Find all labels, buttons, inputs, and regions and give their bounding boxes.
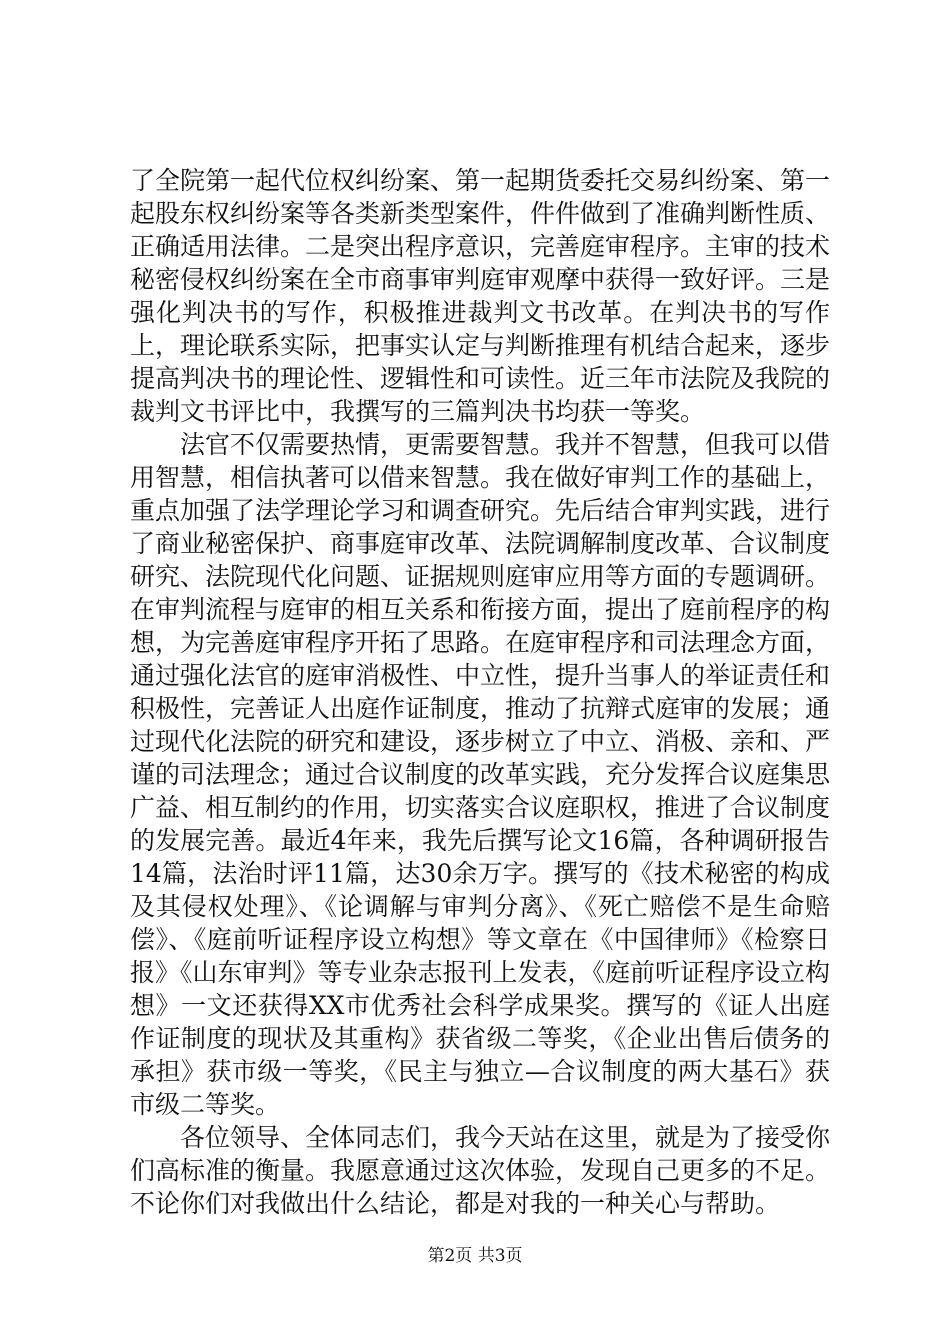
paragraph-research: 法官不仅需要热情，更需要智慧。我并不智慧，但我可以借用智慧，相信执著可以借来智慧。我在做好审判工作的基础上，重点加强了法学理论学习和调查研究。先后结合审判实践，进行了商业秘密保护、商事庭审改革、法院调解制度改革、合议制度研究、法院现代化问题、证据规则庭审应用等方面的专题调研。在审判流程与庭审的相互关系和衔接方面，提出了庭前程序的构想，为完善庭审程序开拓了思路。在庭审程序和司法理念方面，通过强化法官的庭审消极性、中立性，提升当事人的举证责任和积极性，完善证人出庭作证制度，推动了抗辩式庭审的发展；通过现代化法院的研究和建设，逐步树立了中立、消极、亲和、严谨的司法理念；通过合议制度的改革实践，充分发挥合议庭集思广益、相互制约的作用，切实落实合议庭职权，推进了合议制度的发展完善。最近4年来，我先后撰写论文16篇，各种调研报告14篇，法治时评11篇，达30余万字。撰写的《技术秘密的构成及其侵权处理》、《论调解与审判分离》、《死亡赔偿不是生命赔偿》、《庭前听证程序设立构想》等文章在《中国律师》《检察日报》《山东审判》等专业杂志报刊上发表，《庭前听证程序设立构想》一文还获得XX市优秀社会科学成果奖。撰写的《证人出庭作证制度的现状及其重构》获省级二等奖，《企业出售后债务的承担》获市级一等奖，《民主与独立—合议制度的两大基石》获市级二等奖。 xyxy=(130,430,831,1119)
paragraph-continuation: 了全院第一起代位权纠纷案、第一起期货委托交易纠纷案、第一起股东权纠纷案等各类新类型案件，件件做到了准确判断性质、正确适用法律。二是突出程序意识，完善庭审程序。主审的技术秘密侵权纠纷案在全市商事审判庭审观摩中获得一致好评。三是强化判决书的写作，积极推进裁判文书改革。在判决书的写作上，理论联系实际，把事实认定与判断推理有机结合起来，逐步提高判决书的理论性、逻辑性和可读性。近三年市法院及我院的裁判文书评比中，我撰写的三篇判决书均获一等奖。 xyxy=(130,166,831,426)
paragraph-closing: 各位领导、全体同志们，我今天站在这里，就是为了接受你们高标准的衡量。我愿意通过这次体验，发现自己更多的不足。不论你们对我做出什么结论，都是对我的一种关心与帮助。 xyxy=(130,1123,831,1218)
page-footer: 第2页 共3页 xyxy=(427,1246,523,1266)
document-body xyxy=(130,164,830,1220)
